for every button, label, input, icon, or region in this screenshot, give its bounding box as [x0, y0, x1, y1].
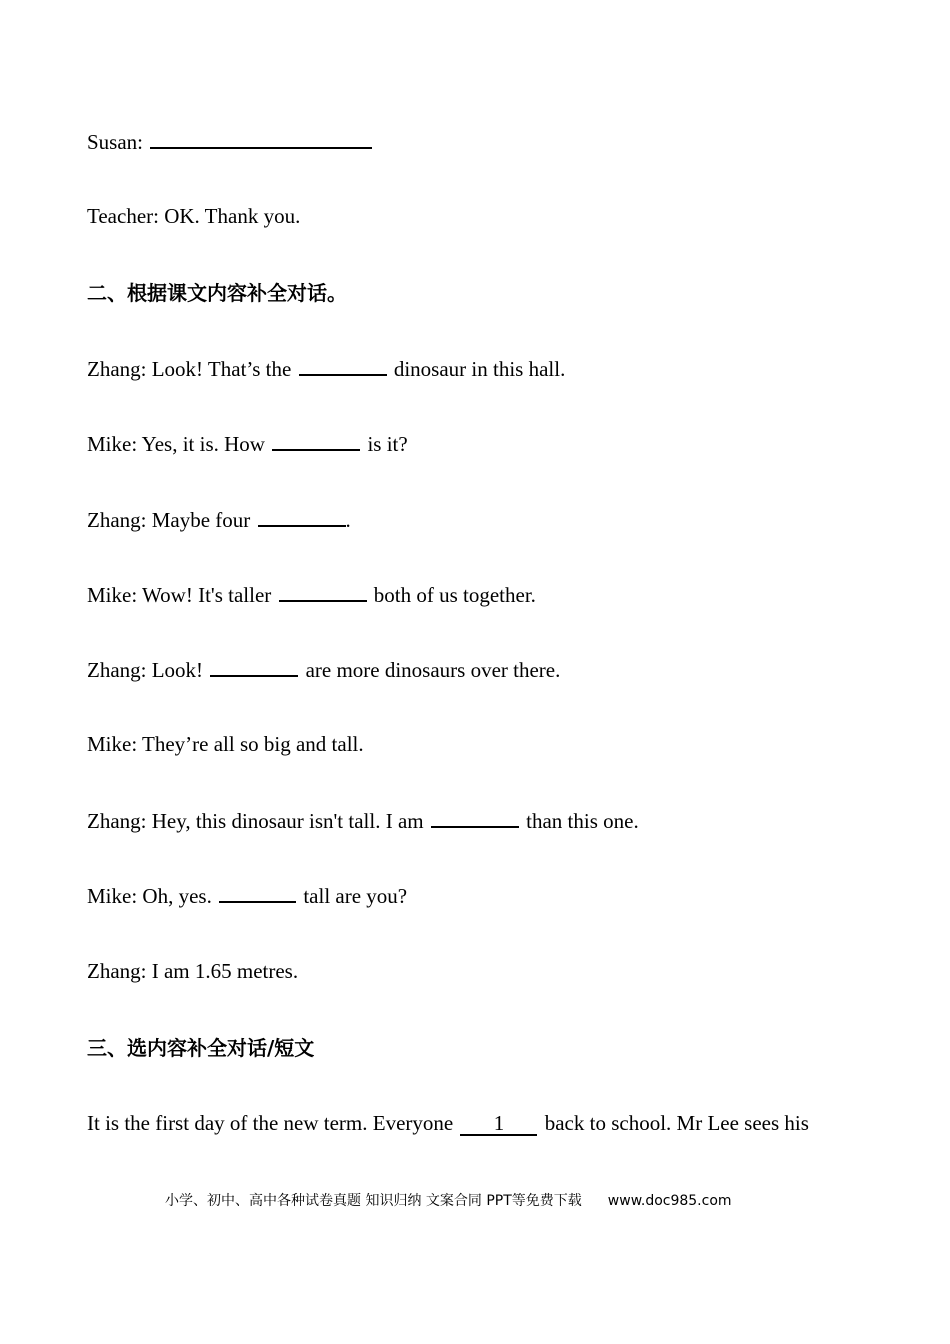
section-heading-2: 二、根据课文内容补全对话。	[87, 281, 347, 305]
dialogue-line: Zhang: Maybe four .	[87, 505, 351, 534]
answer-blank[interactable]	[272, 429, 360, 451]
dialogue-line: Mike: Wow! It's taller both of us together.	[87, 580, 536, 609]
dialogue-line: Mike: Oh, yes. tall are you?	[87, 881, 407, 910]
footer-site-link[interactable]: www.doc985.com	[607, 1193, 732, 1209]
page-footer: 小学、初中、高中各种试卷真题 知识归纳 文案合同 PPT等免费下载 www.doc985.com	[165, 1193, 732, 1209]
answer-blank[interactable]	[279, 580, 367, 602]
dialogue-line: Mike: Yes, it is. How is it?	[87, 429, 408, 458]
dialogue-line-teacher: Teacher: OK. Thank you.	[87, 204, 301, 228]
answer-blank[interactable]	[150, 127, 372, 149]
dialogue-line: Zhang: Look! That’s the dinosaur in this hall.	[87, 354, 565, 383]
answer-blank[interactable]	[299, 354, 387, 376]
answer-blank[interactable]	[210, 655, 298, 677]
dialogue-line: Zhang: Hey, this dinosaur isn't tall. I am than this one.	[87, 806, 639, 835]
answer-blank[interactable]	[219, 881, 296, 903]
numbered-blank[interactable]: 1	[460, 1112, 537, 1136]
answer-blank[interactable]	[258, 505, 346, 527]
dialogue-line: Zhang: Look! are more dinosaurs over there.	[87, 655, 560, 684]
dialogue-line: Zhang: I am 1.65 metres.	[87, 959, 299, 983]
dialogue-line: Mike: They’re all so big and tall.	[87, 732, 364, 756]
dialogue-line-susan: Susan:	[87, 127, 374, 156]
answer-blank[interactable]	[431, 806, 519, 828]
section-heading-3: 三、选内容补全对话/短文	[87, 1036, 315, 1060]
passage-line: It is the first day of the new term. Everyone 1 back to school. Mr Lee sees his	[87, 1111, 809, 1135]
